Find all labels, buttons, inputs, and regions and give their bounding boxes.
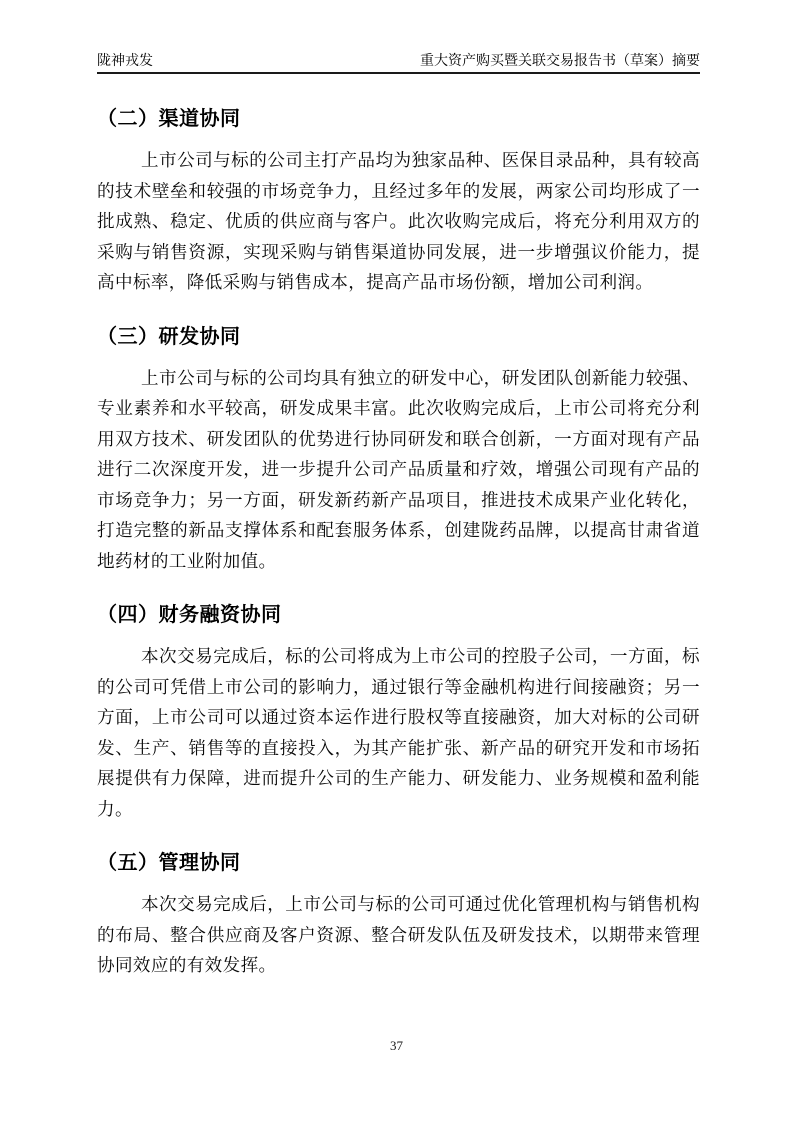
section-finance-synergy <box>97 602 700 824</box>
section-channel-synergy <box>97 106 700 298</box>
section-heading: （五）管理协同 <box>97 852 241 874</box>
page-content <box>97 73 700 981</box>
section-paragraph: 本次交易完成后，上市公司与标的公司可通过优化管理机构与销售机构的布局、整合供应商及客户资源、整合研发队伍及研发技术，以期带来管理协同效应的有效发挥。 <box>97 894 700 975</box>
section-heading: （四）财务融资协同 <box>97 604 282 626</box>
section-paragraph: 本次交易完成后，标的公司将成为上市公司的控股子公司，一方面，标的公司可凭借上市公司的影响力，通过银行等金融机构进行间接融资；另一方面，上市公司可以通过资本运作进行股权等直接融资，加大对标的公司研发、生产、销售等的直接投入，为其产能扩张、新产品的研究开发和市场拓展提供有力保障，进而提升公司的生产能力、研发能力、业务规模和盈利能力。 <box>97 646 700 819</box>
section-paragraph: 上市公司与标的公司主打产品均为独家品种、医保目录品种，具有较高的技术壁垒和较强的市场竞争力，且经过多年的发展，两家公司均形成了一批成熟、稳定、优质的供应商与客户。此次收购完成后，将充分利用双方的采购与销售资源，实现采购与销售渠道协同发展，进一步增强议价能力，提高中标率，降低采购与销售成本，提高产品市场份额，增加公司利润。 <box>97 150 700 292</box>
section-heading: （三）研发协同 <box>97 325 241 348</box>
section-heading: （二）渠道协同 <box>97 108 241 130</box>
header-company-name: 陇神戎发 <box>97 54 153 69</box>
page-header <box>97 54 700 70</box>
header-report-title: 重大资产购买暨关联交易报告书（草案）摘要 <box>420 54 700 69</box>
section-management-synergy <box>97 850 700 981</box>
page-number: 37 <box>390 1038 403 1053</box>
section-paragraph: 上市公司与标的公司均具有独立的研发中心，研发团队创新能力较强、专业素养和水平较高，研发成果丰富。此次收购完成后，上市公司将充分利用双方技术、研发团队的优势进行协同研发和联合创新，一方面对现有产品进行二次深度开发，进一步提升公司产品质量和疗效，增强公司现有产品的市场竞争力；另一方面，研发新药新产品项目，推进技术成果产业化转化，打造完整的新品支撑体系和配套服务体系，创建陇药品牌，以提高甘肃省道地药材的工业附加值。 <box>97 367 700 571</box>
section-rnd-synergy <box>97 324 700 577</box>
